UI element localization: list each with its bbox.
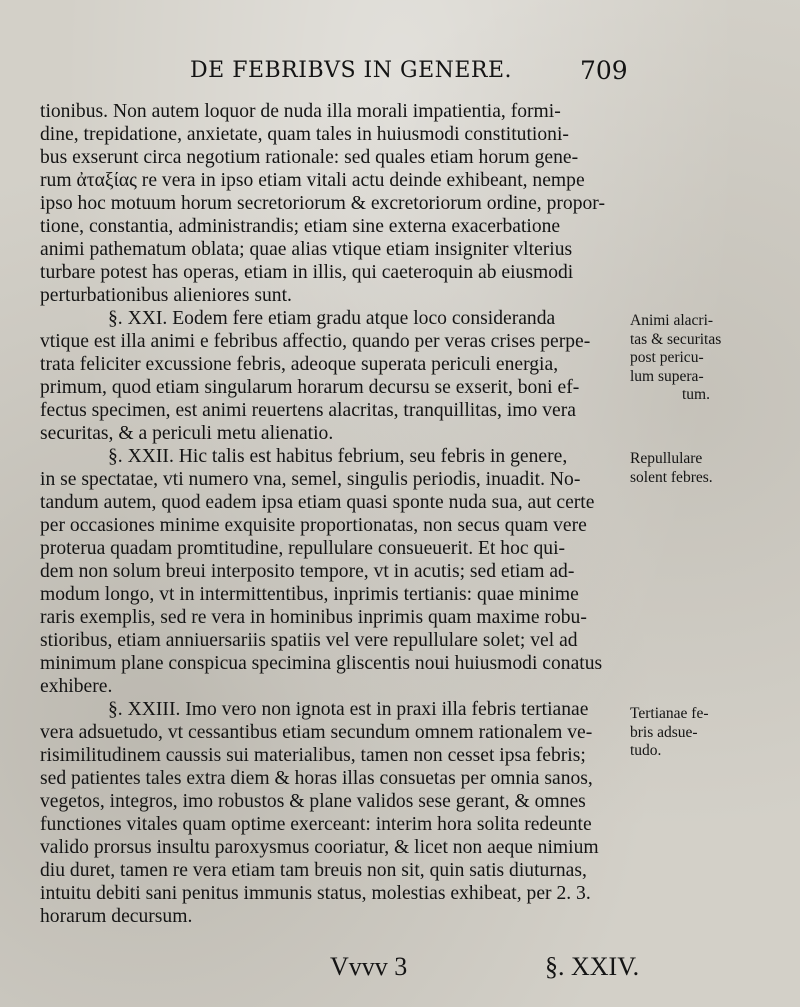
- margin-note-tertianae: [630, 705, 790, 761]
- text-line: rum ἀταξίας re vera in ipso etiam vitali actu deinde exhibeant, nempe: [40, 170, 585, 191]
- main-text: [40, 100, 622, 928]
- catchword: §. XXIV.: [545, 952, 640, 981]
- text-line: stioribus, etiam anniuersariis spatiis vel vere repullulare solet; vel ad: [40, 630, 578, 651]
- text-line: dem non solum breui interposito tempore, vt in acutis; sed etiam ad-: [40, 561, 575, 582]
- text-line: minimum plane conspicua specimina gliscentis noui huiusmodi conatus: [40, 653, 603, 674]
- margin-note-line: tudo.: [630, 742, 662, 759]
- text-line: perturbationibus alieniores sunt.: [40, 285, 292, 306]
- text-line: raris exemplis, sed re vera in hominibus inprimis quam maxime robu-: [40, 607, 587, 628]
- paragraph-continuation: [40, 100, 622, 307]
- text-line: trata feliciter excussione febris, adeoque superata periculi energia,: [40, 354, 559, 375]
- text-line: exhibere.: [40, 676, 113, 697]
- paragraph-xxi: [40, 307, 622, 445]
- text-line: dine, trepidatione, anxietate, quam tales in huiusmodi constitutioni-: [40, 124, 569, 145]
- text-line: per occasiones minime exquisite proportionatas, non secus quam vere: [40, 515, 587, 536]
- text-line: diu duret, tamen re vera etiam tam breuis non sit, quin satis diuturnas,: [40, 860, 587, 881]
- text-line: sed patientes tales extra diem & horas illas consuetas per omnia sanos,: [40, 768, 593, 789]
- text-line: vera adsuetudo, vt cessantibus etiam secundum omnem rationalem ve-: [40, 722, 593, 743]
- text-line: bus exserunt circa negotium rationale: sed quales etiam horum gene-: [40, 147, 579, 168]
- text-line: vtique est illa animi e febribus affectio, quando per veras crises perpe-: [40, 331, 591, 352]
- text-line: §. XXI. Eodem fere etiam gradu atque loco consideranda: [108, 308, 556, 329]
- page-number: 709: [580, 56, 628, 85]
- text-line: securitas, & a periculi metu alienatio.: [40, 423, 334, 444]
- margin-note-line: lum supera-: [630, 367, 704, 385]
- text-line: animi pathematum oblata; quae alias vtique etiam insigniter vlterius: [40, 239, 573, 260]
- text-line: proterua quadam promtitudine, repullulare consueuerit. Et hoc qui-: [40, 538, 566, 559]
- margin-note-line: Animi alacri-: [630, 312, 714, 329]
- margin-note-line: tas & securitas: [630, 330, 722, 348]
- text-line: valido prorsus insultu paroxysmus cooriatur, & licet non aeque nimium: [40, 837, 599, 858]
- text-line: turbare potest has operas, etiam in illis, qui caeteroquin ab eiusmodi: [40, 262, 574, 283]
- text-line: §. XXIII. Imo vero non ignota est in praxi illa febris tertianae: [108, 699, 589, 720]
- text-line: tionibus. Non autem loquor de nuda illa morali impatientia, formi-: [40, 101, 561, 122]
- paragraph-xxiii: [40, 698, 622, 928]
- margin-note-line: post pericu-: [630, 349, 704, 366]
- margin-note-repullulare: [630, 450, 790, 487]
- text-line: in se spectatae, vti numero vna, semel, singulis periodis, inuadit. No-: [40, 469, 581, 490]
- text-line: tandum autem, quod eadem ipsa etiam quasi sponte nuda sua, aut certe: [40, 492, 595, 513]
- text-line: risimilitudinem caussis sui materialibus, tamen non cesset ipsa febris;: [40, 745, 586, 766]
- text-line: functiones vitales quam optime exerceant: interim hora solita redeunte: [40, 814, 592, 835]
- text-line: modum longo, vt in intermittentibus, inprimis tertianis: quae minime: [40, 584, 579, 605]
- margin-note-line: Tertianae fe-: [630, 705, 709, 722]
- margin-note-line: bris adsue-: [630, 723, 698, 741]
- paragraph-xxii: [40, 445, 622, 698]
- margin-note-line: solent febres.: [630, 468, 713, 486]
- running-header: DE FEBRIBVS IN GENERE.: [190, 58, 513, 83]
- text-line: §. XXII. Hic talis est habitus febrium, seu febris in genere,: [108, 446, 568, 467]
- margin-note-line: Repullulare: [630, 450, 703, 467]
- text-line: horarum decursum.: [40, 906, 193, 927]
- margin-note-line: tum.: [682, 386, 710, 403]
- text-line: tione, constantia, administrandis; etiam sine externa exacerbatione: [40, 216, 561, 237]
- text-line: fectus specimen, est animi reuertens alacritas, tranquillitas, imo vera: [40, 400, 576, 421]
- text-line: intuitu debiti sani penitus immunis status, molestias exhibeat, per 2. 3.: [40, 883, 591, 904]
- signature-mark: Vvvv 3: [330, 952, 408, 981]
- text-line: primum, quod etiam singularum horarum decursu se exserit, boni ef-: [40, 377, 580, 398]
- margin-note-alacritas: [630, 312, 790, 405]
- text-line: ipso hoc motuum horum secretoriorum & excretoriorum ordine, propor-: [40, 193, 605, 214]
- text-line: vegetos, integros, imo robustos & plane validos sese gerant, & omnes: [40, 791, 586, 812]
